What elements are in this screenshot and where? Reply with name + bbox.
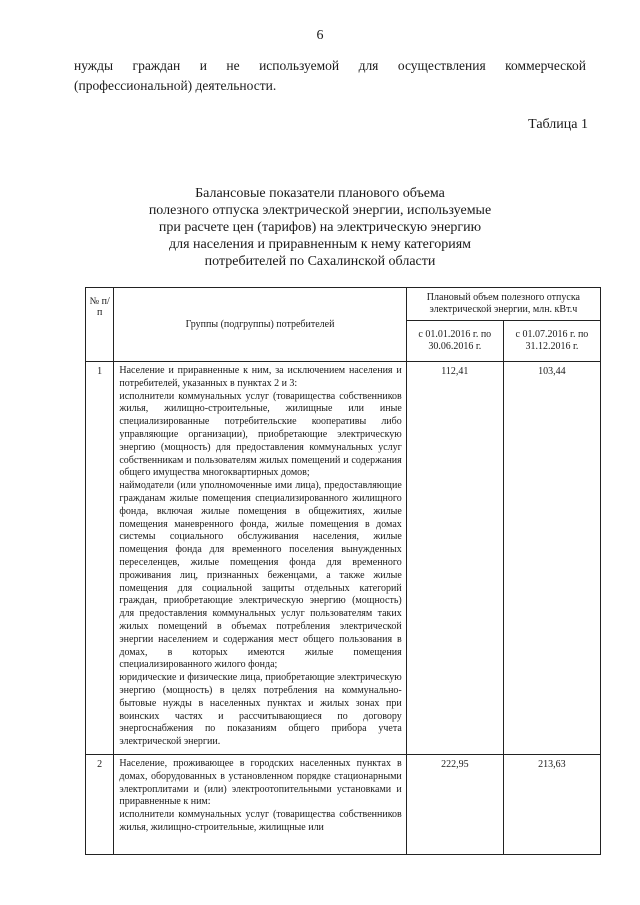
row-paragraph: наймодатели (или уполномоченные ими лица), предоставляющие гражданам жилые помещения специализированного жилищного фонда, включая жилые помещения в общежитиях, жилые помещения маневренного фонда, жилые помещения в домах системы социального обслуживания населения, жилые помещения фонда для временного поселения вынужденных переселенцев, жилые помещения фонда для временного проживания лиц, признанных беженцами, а также жилые помещения для социальной защиты отдельных категорий граждан, приобретающие электрическую энергию (мощность) для предоставления коммунальных услуг пользователям таких жилых помещений в объемах потребления электрической энергии населением и содержания мест общего пользования в домах, в которых имеются жилые помещения специализированного жилого фонда; <box>119 480 402 671</box>
header-groups: Группы (подгруппы) потребителей <box>114 288 406 362</box>
header-number: № п/п <box>86 288 114 362</box>
title-line: при расчете цен (тарифов) на электрическую энергию <box>158 220 482 235</box>
consumption-table <box>85 287 601 855</box>
table-row <box>86 362 601 755</box>
title-line: для населения и приравненным к нему категориям <box>168 237 472 252</box>
row-number: 1 <box>86 362 114 755</box>
row-value-period-1: 112,41 <box>406 362 503 755</box>
row-paragraph: Население и приравненные к ним, за исключением населения и потребителей, указанных в пунктах 2 и 3: <box>119 365 402 389</box>
row-paragraph: Население, проживающее в городских населенных пунктах в домах, оборудованных в установленном порядке стационарными электроплитами и (или) электроотопительными установками и приравненные к ним: <box>119 757 402 808</box>
title-line: полезного отпуска электрической энергии, используемые <box>148 203 492 218</box>
row-value-period-1: 222,95 <box>406 754 503 854</box>
row-paragraph: исполнители коммунальных услуг (товарищества собственников жилья, жилищно-строительные, жилищные или <box>119 809 402 833</box>
title-line: Балансовые показатели планового объема <box>195 186 445 201</box>
intro-paragraph <box>74 56 586 96</box>
row-paragraph: исполнители коммунальных услуг (товарищества собственников жилья, жилищно-строительные, жилищные или иные специализированные потребительские кооперативы либо управляющие организации), приобретающие электрическую энергию (мощность) для предоставления коммунальных услуг собственникам и пользователям жилых помещений и содержания общего имущества многоквартирных домов; <box>119 390 402 479</box>
row-description <box>114 754 406 854</box>
table-label: Таблица 1 <box>528 117 588 132</box>
header-period-1: с 01.01.2016 г. по 30.06.2016 г. <box>406 321 503 362</box>
intro-line-1: нужды граждан и не используемой для осуществления коммерческой <box>74 58 586 73</box>
header-volume: Плановый объем полезного отпуска электрической энергии, млн. кВт.ч <box>406 288 600 321</box>
document-title <box>0 185 640 270</box>
table-header-row <box>86 288 601 321</box>
table-row <box>86 754 601 854</box>
intro-line-2: (профессиональной) деятельности. <box>74 78 277 93</box>
page-number: 6 <box>316 28 324 43</box>
row-description <box>114 362 406 755</box>
row-paragraph: юридические и физические лица, приобретающие электрическую энергию (мощность) в целях потребления на коммунально-бытовые нужды в населенных пунктах и жилых зонах при воинских частях и рассчитывающиеся по договору энергоснабжения по показаниям общего прибора учета электрической энергии. <box>119 672 402 748</box>
title-line: потребителей по Сахалинской области <box>204 254 436 269</box>
row-value-period-2: 103,44 <box>503 362 600 755</box>
row-value-period-2: 213,63 <box>503 754 600 854</box>
header-period-2: с 01.07.2016 г. по 31.12.2016 г. <box>503 321 600 362</box>
row-number: 2 <box>86 754 114 854</box>
